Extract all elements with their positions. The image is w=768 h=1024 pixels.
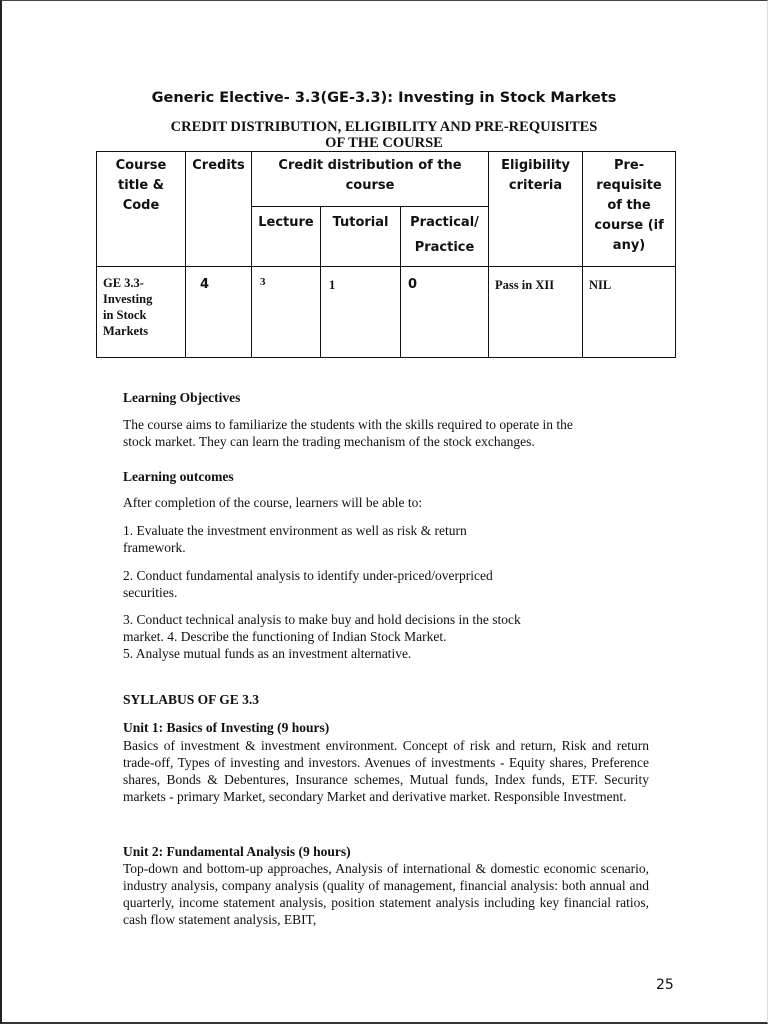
unit1-heading: Unit 1: Basics of Investing (9 hours) bbox=[123, 720, 330, 735]
cell-eligibility: Pass in XII bbox=[489, 267, 583, 358]
learning-objectives-text: The course aims to familiarize the students with the skills required to operate in the stock market. They can learn the trading mechanism of the stock exchanges. bbox=[123, 417, 573, 449]
page-title: Generic Elective- 3.3(GE-3.3): Investing in Stock Markets bbox=[151, 90, 617, 106]
header-eligibility: Eligibility criteria bbox=[489, 152, 583, 267]
cell-credits: 4 bbox=[186, 267, 252, 358]
page-number: 25 bbox=[656, 977, 674, 993]
header-course-title: Course title & Code bbox=[97, 152, 186, 267]
cell-tutorial: 1 bbox=[321, 267, 401, 358]
unit2-heading: Unit 2: Fundamental Analysis (9 hours) bbox=[123, 844, 351, 859]
subtitle-line: OF THE COURSE bbox=[325, 135, 443, 151]
header-lecture: Lecture bbox=[252, 207, 321, 267]
subtitle-line: CREDIT DISTRIBUTION, ELIGIBILITY AND PRE-REQUISITES bbox=[170, 119, 598, 135]
outcome-item: 2. Conduct fundamental analysis to identify under-priced/overpriced securities. bbox=[123, 568, 493, 600]
learning-outcomes-heading: Learning outcomes bbox=[123, 469, 234, 484]
unit1-text: Basics of investment & investment environment. Concept of risk and return, Risk and return trade-off, Types of investing and investors. Avenues of investments - Equity shares, Preference shares, Bonds & Debentures, Insurance schemes, Mutual funds, Index funds, ETF. Security markets - primary Market, secondary Market and derivative market. Responsible Investment. bbox=[123, 738, 649, 804]
cell-prerequisite: NIL bbox=[583, 267, 676, 358]
learning-outcomes-intro: After completion of the course, learners will be able to: bbox=[123, 495, 423, 510]
outcome-item: 1. Evaluate the investment environment as well as risk & return framework. bbox=[123, 523, 467, 555]
table-row bbox=[97, 267, 676, 358]
unit2-text: Top-down and bottom-up approaches, Analysis of international & domestic economic scenario, industry analysis, company analysis (quality of management, financial analysis: both annual and quarterly, income statement analysis, position statement analysis including key financial ratios, cash flow statement analysis, EBIT, bbox=[123, 861, 649, 927]
header-tutorial: Tutorial bbox=[321, 207, 401, 267]
header-prerequisite: Pre- requisite of the course (if any) bbox=[583, 152, 676, 267]
header-credit-distribution: Credit distribution of the course bbox=[252, 152, 489, 207]
learning-objectives-heading: Learning Objectives bbox=[123, 390, 241, 405]
header-credits: Credits bbox=[186, 152, 252, 267]
header-practical: Practical/ Practice bbox=[401, 207, 489, 267]
cell-course: GE 3.3- Investing in Stock Markets bbox=[97, 267, 186, 358]
syllabus-heading: SYLLABUS OF GE 3.3 bbox=[123, 692, 260, 707]
credit-distribution-table bbox=[96, 151, 676, 358]
section-subtitle bbox=[150, 119, 618, 151]
cell-lecture: 3 bbox=[252, 267, 321, 358]
cell-practical: 0 bbox=[401, 267, 489, 358]
outcome-item: 3. Conduct technical analysis to make buy and hold decisions in the stock market. 4. Describe the functioning of Indian Stock Market. 5. Analyse mutual funds as an investment alternative. bbox=[123, 612, 521, 661]
